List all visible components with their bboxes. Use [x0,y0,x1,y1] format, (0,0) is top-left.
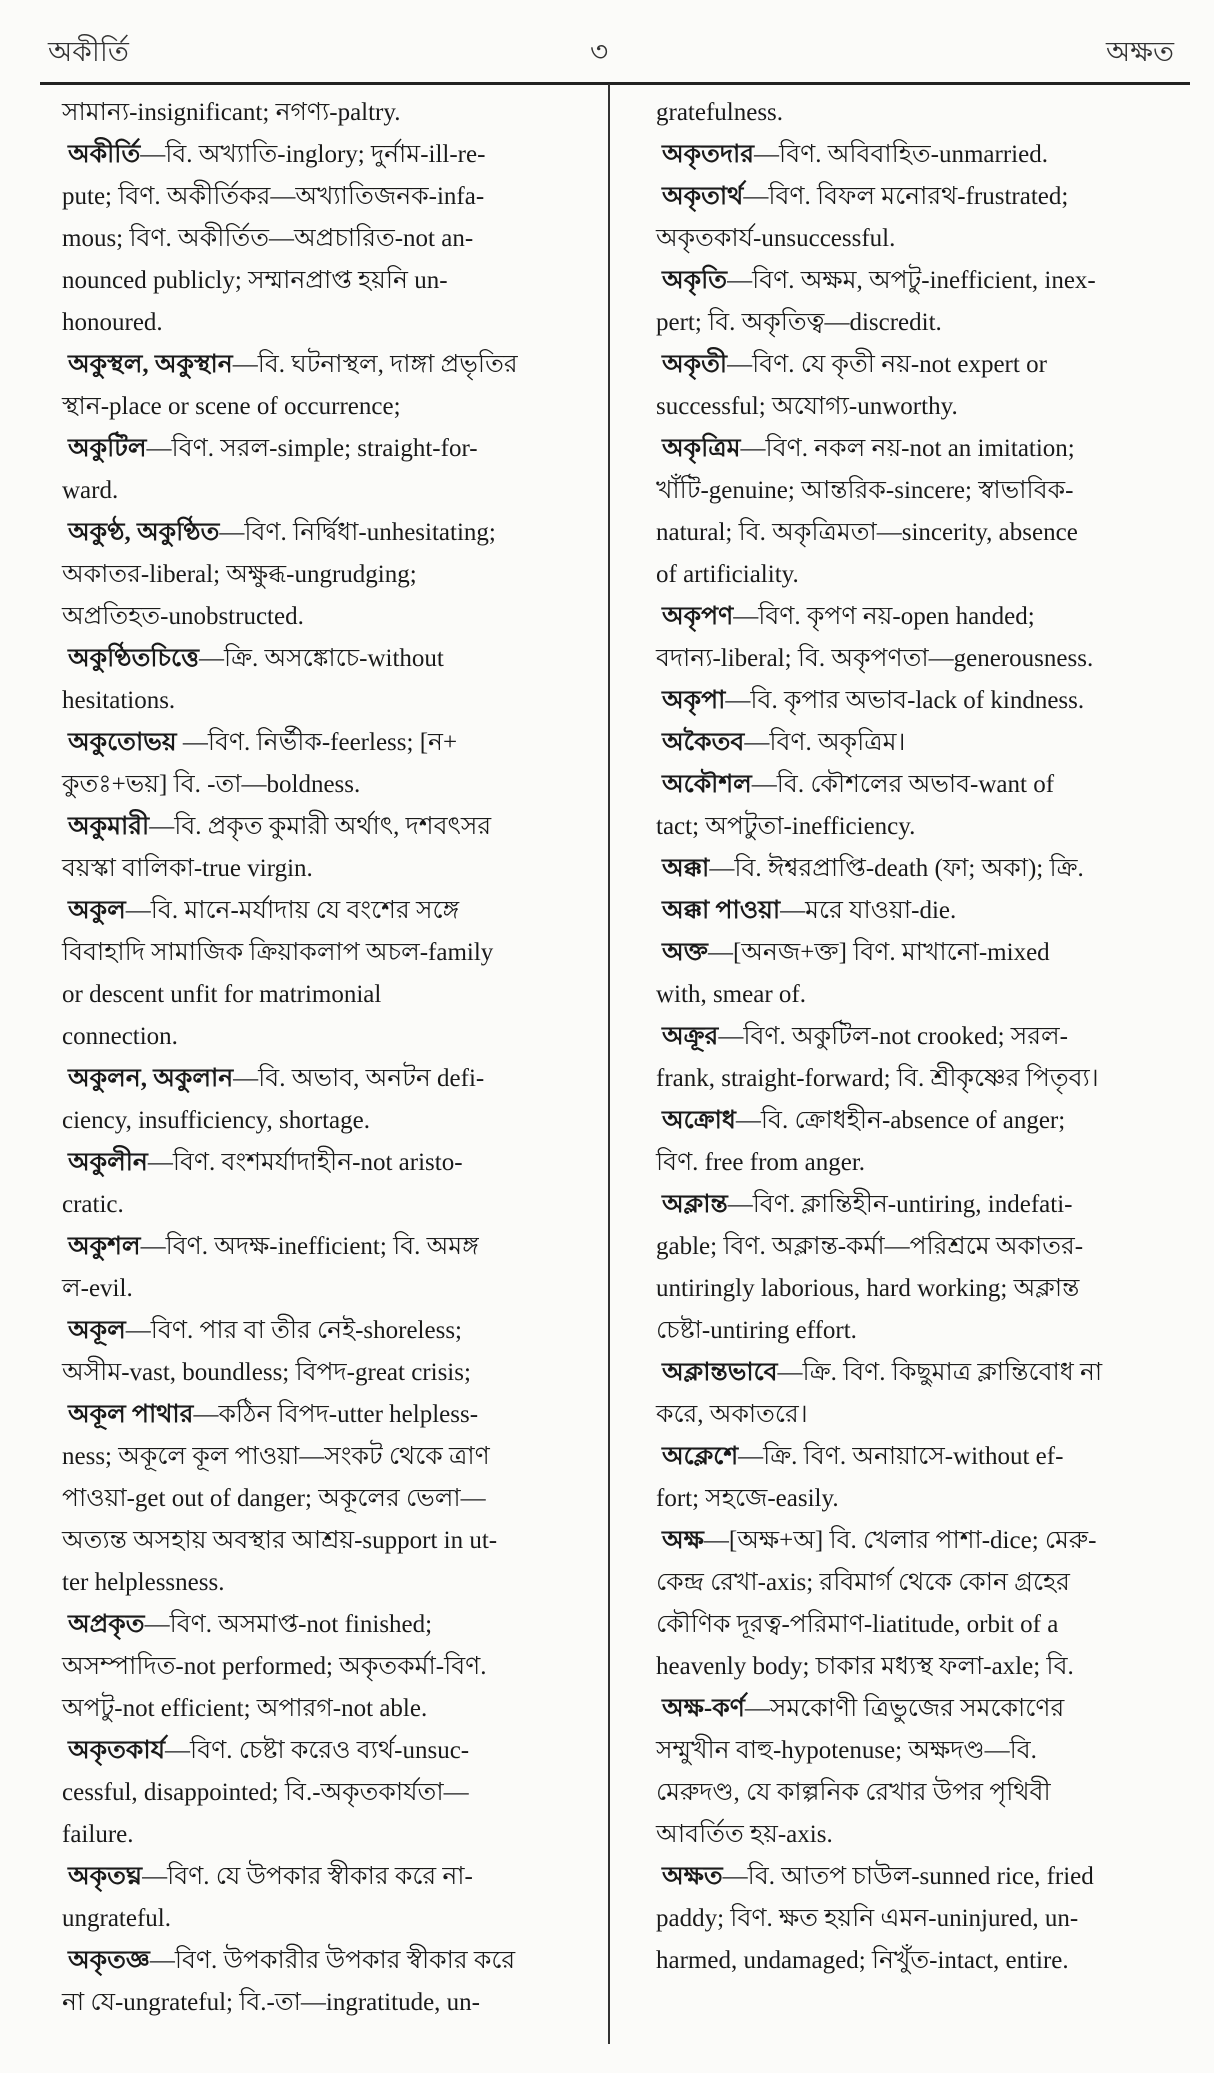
text-line [656,470,1186,512]
text-line [62,596,590,638]
definition-text: with, smear of. [656,981,806,1008]
definition-text: —বি. প্রকৃত কুমারী অর্থাৎ, দশবৎসর [149,813,492,840]
entry-line [656,176,1186,218]
definition-text: heavenly body; চাকার মধ্যস্থ ফলা-axle; বি. [656,1653,1074,1680]
headword: অক্লান্ত [662,1191,728,1218]
definition-text: honoured. [62,309,163,336]
entry-line [656,1856,1186,1898]
text-line [62,974,590,1016]
text-line [62,386,590,428]
definition-text: cessful, disappointed; বি.-অকৃতকার্যতা— [62,1779,469,1806]
definition-text: nounced publicly; সম্মানপ্রাপ্ত হয়নি un- [62,267,448,294]
left-column [62,92,590,2024]
headword: অকুশল [68,1233,141,1260]
text-line [62,260,590,302]
text-line [656,1562,1186,1604]
definition-text: —বিণ. উপকারীর উপকার স্বীকার করে [149,1947,516,1974]
headword: অক্ষত [662,1863,723,1890]
definition-text: —মরে যাওয়া-die. [780,897,957,924]
definition-text: না যে-ungrateful; বি.-তা—ingratitude, un- [62,1989,480,2016]
headword: অকূল পাথার [68,1401,194,1428]
definition-text: paddy; বিণ. ক্ষত হয়নি এমন-uninjured, un- [656,1905,1079,1932]
text-line [62,218,590,260]
definition-text: cratic. [62,1191,124,1218]
entry-line [656,1520,1186,1562]
definition-text: —ক্রি. বিণ. অনায়াসে-without ef- [738,1443,1064,1470]
definition-text: ungrateful. [62,1905,171,1932]
definition-text: বিবাহাদি সামাজিক ক্রিয়াকলাপ অচল-family [62,939,494,966]
text-line [656,1142,1186,1184]
text-line [62,680,590,722]
definition-text: gratefulness. [656,99,784,126]
definition-text: pute; বিণ. অকীর্তিকর—অখ্যাতিজনক-infa- [62,183,485,210]
text-line [656,1226,1186,1268]
entry-line [656,260,1186,302]
text-line [656,218,1186,260]
column-divider [608,84,610,2044]
definition-text: —বিণ. কৃপণ নয়-open handed; [733,603,1035,630]
definition-text: tact; অপটুতা-inefficiency. [656,813,916,840]
text-line [656,1646,1186,1688]
definition-text: —[অনজ+ক্ত] বিণ. মাখানো-mixed [707,939,1050,966]
headword: অকুতোভয় [68,729,177,756]
definition-text: —সমকোণী ত্রিভুজের সমকোণের [744,1695,1065,1722]
text-line [656,1268,1186,1310]
headword: অকৃত্রিম [662,435,741,462]
text-line [62,1436,590,1478]
text-line [62,1814,590,1856]
headword: অক্লান্তভাবে [662,1359,778,1386]
headword: অক্লেশে [662,1443,739,1470]
definition-text: মেরুদণ্ড, যে কাল্পনিক রেখার উপর পৃথিবী [656,1779,1051,1806]
entry-line [62,638,590,680]
definition-text: বদান্য-liberal; বি. অকৃপণতা—generousness. [656,645,1094,672]
headword: অকুমারী [68,813,150,840]
definition-text: —বিণ. যে কৃতী নয়-not expert or [727,351,1047,378]
text-line [656,1478,1186,1520]
headword: অকুল [68,897,126,924]
definition-text: সামান্য-insignificant; নগণ্য-paltry. [62,99,401,126]
headword: অক্ত [662,939,708,966]
definition-text: পাওয়া-get out of danger; অকূলের ভেলা— [62,1485,486,1512]
text-line [656,1604,1186,1646]
headword: অকৃতজ্ঞ [68,1947,150,1974]
entry-line [656,344,1186,386]
text-line [62,554,590,596]
headword: অক্কা [662,855,710,882]
entry-line [656,932,1186,974]
text-line [62,1478,590,1520]
definition-text: —কঠিন বিপদ-utter helpless- [193,1401,479,1428]
definition-text: successful; অযোগ্য-unworthy. [656,393,958,420]
definition-text: —বিণ. অদক্ষ-inefficient; বি. অমঙ্গ [140,1233,479,1260]
definition-text: fort; সহজে-easily. [656,1485,839,1512]
definition-text: —বিণ. অক্ষম, অপটু-inefficient, inex- [727,267,1096,294]
definition-text: কেন্দ্র রেখা-axis; রবিমার্গ থেকে কোন গ্রহের [656,1569,1070,1596]
headword: অকুটিল [68,435,147,462]
headword: অকুণ্ঠিতচিত্তে [68,645,199,672]
entry-line [656,1688,1186,1730]
definition-text: —বিণ. অসমাপ্ত-not finished; [144,1611,433,1638]
running-head-right: অক্ষত [1106,37,1174,68]
definition-text: untiringly laborious, hard working; অক্লান্ত [656,1275,1080,1302]
definition-text: —[অক্ষ+অ] বি. খেলার পাশা-dice; মেরু- [703,1527,1097,1554]
entry-line [62,134,590,176]
headword: অক্রোধ [662,1107,736,1134]
text-line [62,1268,590,1310]
entry-line [62,1730,590,1772]
definition-text: —বিণ. বিফল মনোরথ-frustrated; [743,183,1069,210]
text-line [62,92,590,134]
definition-text: —বি. আতপ চাউল-sunned rice, fried [722,1863,1094,1890]
headword: অকৃতী [662,351,728,378]
headword: অকৃপণ [662,603,734,630]
headword: অক্রূর [662,1023,719,1050]
headword: অকৃতকার্য [68,1737,166,1764]
entry-line [62,1604,590,1646]
definition-text: —বি. অভাব, অনটন defi- [233,1065,485,1092]
definition-text: স্থান-place or scene of occurrence; [62,393,401,420]
text-line [62,470,590,512]
text-line [656,302,1186,344]
definition-text: gable; বিণ. অক্লান্ত-কর্মা—পরিশ্রমে অকাতর- [656,1233,1084,1260]
text-line [656,974,1186,1016]
entry-line [62,1058,590,1100]
definition-text: খাঁটি-genuine; আন্তরিক-sincere; স্বাভাবিক- [656,477,1074,504]
text-line [656,1058,1186,1100]
text-line [62,1688,590,1730]
entry-line [62,806,590,848]
definition-text: —বি. মানে-মর্যাদায় যে বংশের সঙ্গে [125,897,460,924]
definition-text: আবর্তিত হয়-axis. [656,1821,833,1848]
text-line [62,1646,590,1688]
text-line [656,806,1186,848]
definition-text: অকাতর-liberal; অক্ষুব্ধ-ungrudging; [62,561,417,588]
text-line [62,932,590,974]
page-number: ৩ [590,37,609,68]
definition-text: —বি. ঘটনাস্থল, দাঙ্গা প্রভৃতির [232,351,518,378]
headword: অকুলন, অকুলান [68,1065,234,1092]
entry-line [62,344,590,386]
definition-text: of artificiality. [656,561,799,588]
text-line [656,638,1186,680]
definition-text: ward. [62,477,119,504]
definition-text: hesitations. [62,687,176,714]
text-line [62,1520,590,1562]
definition-text: failure. [62,1821,134,1848]
text-line [656,1730,1186,1772]
entry-line [656,680,1186,722]
definition-text: চেষ্টা-untiring effort. [656,1317,857,1344]
text-line [62,1982,590,2024]
entry-line [656,134,1186,176]
definition-text: অপটু-not efficient; অপারগ-not able. [62,1695,428,1722]
definition-text: কৌণিক দূরত্ব-পরিমাণ-liatitude, orbit of a [656,1611,1059,1638]
entry-line [62,512,590,554]
text-line [62,1184,590,1226]
entry-line [62,1394,590,1436]
definition-text: pert; বি. অকৃতিত্ব—discredit. [656,309,942,336]
headword: অকৃতদার [662,141,755,168]
headword: অক্ষ [662,1527,704,1554]
definition-text: mous; বিণ. অকীর্তিত—অপ্রচারিত-not an- [62,225,474,252]
entry-line [656,890,1186,932]
text-line [62,764,590,806]
definition-text: কুতঃ+ভয়] বি. -তা—boldness. [62,771,361,798]
definition-text: —বিণ. চেষ্টা করেও ব্যর্থ-unsuc- [165,1737,470,1764]
definition-text: —বিণ. অকৃত্রিম। [744,729,906,756]
entry-line [656,722,1186,764]
entry-line [62,428,590,470]
definition-text: —বি. অখ্যাতি-inglory; দুর্নাম-ill-re- [140,141,486,168]
text-line [656,554,1186,596]
entry-line [62,890,590,932]
definition-text: —বিণ. নির্দ্বিধা-unhesitating; [219,519,496,546]
definition-text: —বি. কৌশলের অভাব-want of [751,771,1055,798]
definition-text: অপ্রতিহত-unobstructed. [62,603,304,630]
definition-text: অকৃতকার্য-unsuccessful. [656,225,896,252]
definition-text: —বিণ. নকল নয়-not an imitation; [740,435,1075,462]
entry-line [62,1226,590,1268]
text-line [656,92,1186,134]
definition-text: —বিণ. অবিবাহিত-unmarried. [754,141,1048,168]
text-line [62,1100,590,1142]
definition-text: করে, অকাতরে। [656,1401,808,1428]
definition-text: —বি. ঈশ্বরপ্রাপ্তি-death (ফা; অকা); ক্রি. [709,855,1084,882]
headword: অকৃতার্থ [662,183,744,210]
entry-line [656,848,1186,890]
text-line [62,848,590,890]
definition-text: connection. [62,1023,178,1050]
definition-text: —বি. ক্রোধহীন-absence of anger; [735,1107,1066,1134]
definition-text: —বিণ. বংশমর্যাদাহীন-not aristo- [147,1149,463,1176]
text-line [656,1814,1186,1856]
text-line [656,1772,1186,1814]
text-line [62,1898,590,1940]
header-rule [40,82,1190,85]
definition-text: frank, straight-forward; বি. শ্রীকৃষ্ণের পিতৃব্য। [656,1065,1099,1092]
entry-line [656,764,1186,806]
definition-text: —বিণ. নির্ভীক-feerless; [ন+ [176,729,458,756]
definition-text: ল-evil. [62,1275,133,1302]
text-line [62,1562,590,1604]
headword: অক্ষ-কর্ণ [662,1695,745,1722]
entry-line [62,1940,590,1982]
text-line [656,1940,1186,1982]
entry-line [656,1100,1186,1142]
definition-text: অত্যন্ত অসহায় অবস্থার আশ্রয়-support in ut- [62,1527,498,1554]
definition-text: —ক্রি. বিণ. কিছুমাত্র ক্লান্তিবোধ না [777,1359,1103,1386]
text-line [62,176,590,218]
definition-text: —বিণ. পার বা তীর নেই-shoreless; [125,1317,463,1344]
definition-text: harmed, undamaged; নিখুঁত-intact, entire. [656,1947,1069,1974]
definition-text: —বিণ. সরল-simple; straight-for- [146,435,478,462]
text-line [62,302,590,344]
definition-text: ter helplessness. [62,1569,225,1596]
text-line [656,1898,1186,1940]
text-line [62,1352,590,1394]
definition-text: অসম্পাদিত-not performed; অকৃতকর্মা-বিণ. [62,1653,487,1680]
headword: অকূল [68,1317,126,1344]
headword: অপ্রকৃত [68,1611,145,1638]
definition-text: or descent unfit for matrimonial [62,981,382,1008]
definition-text: natural; বি. অকৃত্রিমতা—sincerity, absence [656,519,1078,546]
entry-line [62,1142,590,1184]
entry-line [656,1016,1186,1058]
headword: অকৌশল [662,771,752,798]
headword: অকৃপা [662,687,726,714]
definition-text: —বিণ. অকুটিল-not crooked; সরল- [718,1023,1068,1050]
headword: অক্কা পাওয়া [662,897,781,924]
definition-text: —বিণ. ক্লান্তিহীন-untiring, indefati- [727,1191,1073,1218]
entry-line [656,1436,1186,1478]
definition-text: —বিণ. যে উপকার স্বীকার করে না- [142,1863,473,1890]
entry-line [62,1856,590,1898]
text-line [656,1310,1186,1352]
headword: অকৈতব [662,729,745,756]
entry-line [62,1310,590,1352]
entry-line [62,722,590,764]
running-head-left: অকীর্তি [48,37,129,68]
text-line [656,386,1186,428]
text-line [62,1772,590,1814]
definition-text: —বি. কৃপার অভাব-lack of kindness. [725,687,1085,714]
definition-text: ness; অকূলে কূল পাওয়া—সংকট থেকে ত্রাণ [62,1443,490,1470]
entry-line [656,428,1186,470]
definition-text: সম্মুখীন বাহু-hypotenuse; অক্ষদণ্ড—বি. [656,1737,1037,1764]
definition-text: বয়স্কা বালিকা-true virgin. [62,855,313,882]
entry-line [656,596,1186,638]
headword: অকৃতঘ্ন [68,1863,143,1890]
headword: অকৃতি [662,267,728,294]
text-line [62,1016,590,1058]
definition-text: —ক্রি. অসঙ্কোচে-without [198,645,444,672]
definition-text: বিণ. free from anger. [656,1149,866,1176]
headword: অকীর্তি [68,141,141,168]
headword: অকুস্থল, অকুস্থান [68,351,233,378]
right-column [656,92,1186,1982]
definition-text: ciency, insufficiency, shortage. [62,1107,370,1134]
entry-line [656,1184,1186,1226]
definition-text: অসীম-vast, boundless; বিপদ-great crisis; [62,1359,471,1386]
text-line [656,512,1186,554]
entry-line [656,1352,1186,1394]
text-line [656,1394,1186,1436]
headword: অকুলীন [68,1149,148,1176]
headword: অকুণ্ঠ, অকুণ্ঠিত [68,519,220,546]
